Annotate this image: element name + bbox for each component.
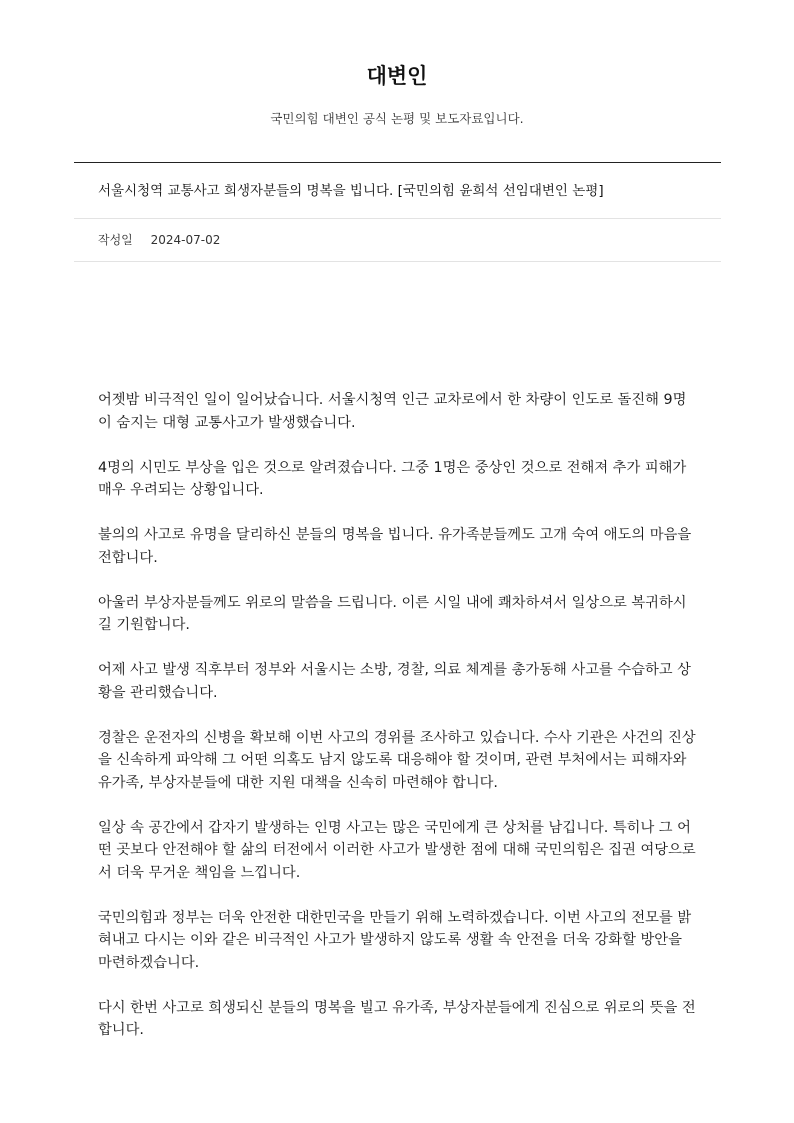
site-subtitle: 국민의힘 대변인 공식 논평 및 보도자료입니다.: [270, 111, 524, 126]
site-title: 대변인: [366, 64, 428, 88]
body-paragraph: 경찰은 운전자의 신병을 확보해 이번 사고의 경위를 조사하고 있습니다. 수사 기관은 사건의 진상을 신속하게 파악해 그 어떤 의혹도 남지 않도록 대응해야 할 것이며, 관련 부처에서는 피해자와 유가족, 부상자분들에 대한 지원 대책을 신속히 마련해야 합니다.: [98, 729, 696, 791]
body-paragraph: 일상 속 공간에서 갑자기 발생하는 인명 사고는 많은 국민에게 큰 상처를 남깁니다. 특히나 그 어떤 곳보다 안전해야 할 삶의 터전에서 이러한 사고가 발생한 점에 대해 국민의힘은 집권 여당으로서 더욱 무거운 책임을 느낍니다.: [98, 819, 696, 881]
header-divider: [74, 162, 721, 163]
body-paragraph: 다시 한번 사고로 희생되신 분들의 명복을 빌고 유가족, 부상자분들에게 진심으로 위로의 뜻을 전합니다.: [98, 999, 696, 1038]
post-meta: [98, 231, 220, 249]
article-body: [98, 389, 698, 1064]
body-paragraph: 어제 사고 발생 직후부터 정부와 서울시는 소방, 경찰, 의료 체계를 총가동해 사고를 수습하고 상황을 관리했습니다.: [98, 662, 691, 701]
body-paragraph: 어젯밤 비극적인 일이 일어났습니다. 서울시청역 인근 교차로에서 한 차량이 인도로 돌진해 9명이 숨지는 대형 교통사고가 발생했습니다.: [98, 392, 687, 431]
site-header: [0, 0, 794, 128]
body-paragraph: 국민의힘과 정부는 더욱 안전한 대한민국을 만들기 위해 노력하겠습니다. 이번 사고의 전모를 밝혀내고 다시는 이와 같은 비극적인 사고가 발생하지 않도록 생활 속 안전을 더욱 강화할 방안을 마련하겠습니다.: [98, 909, 692, 971]
post-date: 2024-07-02: [150, 233, 221, 247]
date-label: 작성일: [98, 233, 133, 247]
post-title: 서울시청역 교통사고 희생자분들의 명복을 빕니다. [국민의힘 윤희석 선임대변인 논평]: [98, 183, 604, 199]
body-paragraph: 아울러 부상자분들께도 위로의 말씀을 드립니다. 이른 시일 내에 쾌차하셔서 일상으로 복귀하시길 기원합니다.: [98, 594, 687, 633]
body-paragraph: 4명의 시민도 부상을 입은 것으로 알려졌습니다. 그중 1명은 중상인 것으로 전해져 추가 피해가 매우 우려되는 상황입니다.: [98, 459, 687, 498]
title-divider: [74, 218, 721, 219]
body-paragraph: 불의의 사고로 유명을 달리하신 분들의 명복을 빕니다. 유가족분들께도 고개 숙여 애도의 마음을 전합니다.: [98, 527, 692, 566]
meta-divider: [74, 261, 721, 262]
